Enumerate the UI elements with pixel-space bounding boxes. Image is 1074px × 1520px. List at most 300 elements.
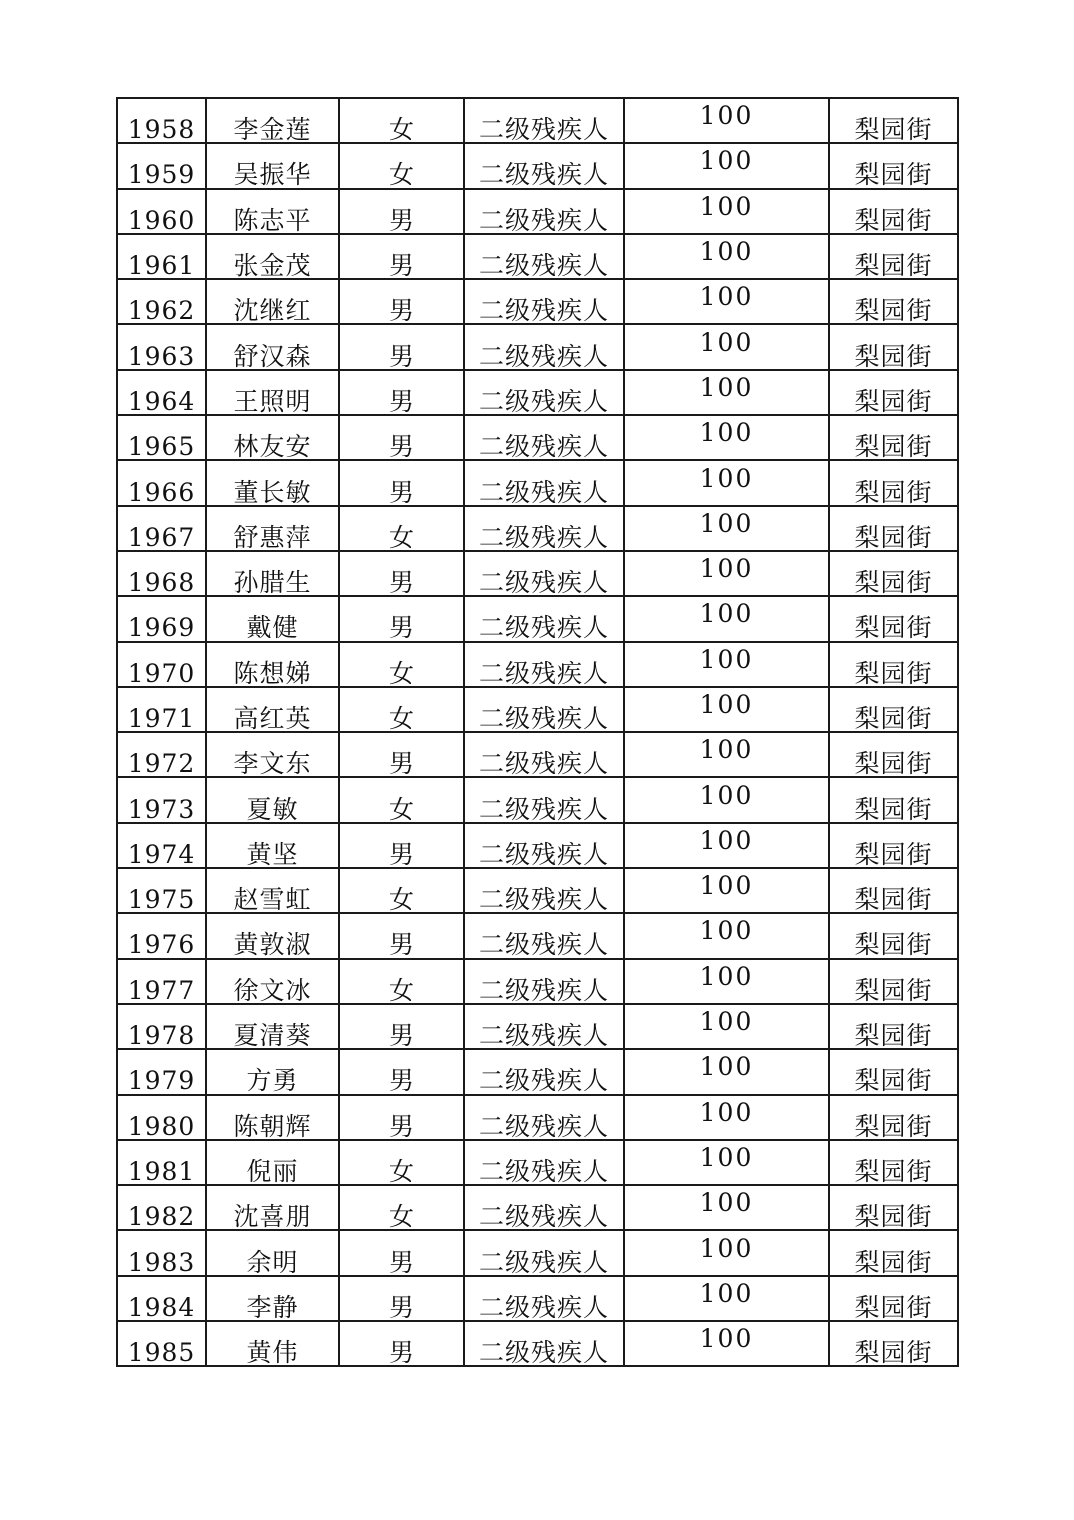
person-name-cell bbox=[206, 642, 339, 687]
row-number-cell bbox=[117, 279, 206, 324]
disability-level-text: 二级残疾人 bbox=[478, 839, 609, 869]
disability-level-text: 二级残疾人 bbox=[478, 432, 609, 461]
person-name-cell bbox=[206, 98, 339, 143]
disability-level-text: 二级残疾人 bbox=[478, 251, 609, 280]
disability-level-text: 二级残疾人 bbox=[478, 613, 609, 642]
amount-text: 100 bbox=[699, 825, 754, 855]
disability-level-text: 二级残疾人 bbox=[478, 1338, 609, 1367]
disability-level-text: 二级残疾人 bbox=[478, 749, 609, 778]
amount-cell bbox=[624, 687, 829, 732]
row-number-text: 1975 bbox=[127, 885, 196, 914]
disability-level-cell bbox=[464, 415, 624, 460]
amount-cell bbox=[624, 823, 829, 868]
amount-text: 100 bbox=[699, 961, 754, 991]
gender-text: 男 bbox=[388, 1338, 414, 1367]
person-name-text: 徐文冰 bbox=[233, 975, 312, 1004]
beneficiary-table bbox=[116, 97, 959, 1367]
table-row bbox=[117, 1095, 958, 1140]
amount-cell bbox=[624, 551, 829, 596]
street-text: 梨园街 bbox=[854, 1247, 933, 1276]
row-number-text: 1976 bbox=[127, 930, 196, 959]
gender-cell bbox=[339, 143, 464, 188]
street-text: 梨园街 bbox=[854, 115, 933, 144]
row-number-cell bbox=[117, 324, 206, 369]
gender-text: 男 bbox=[388, 839, 414, 869]
amount-cell bbox=[624, 1004, 829, 1049]
amount-cell bbox=[624, 868, 829, 913]
row-number-text: 1961 bbox=[127, 251, 196, 280]
gender-cell bbox=[339, 460, 464, 505]
amount-cell bbox=[624, 98, 829, 143]
disability-level-cell bbox=[464, 1095, 624, 1140]
disability-level-cell bbox=[464, 98, 624, 143]
disability-level-text: 二级残疾人 bbox=[478, 205, 609, 234]
person-name-cell bbox=[206, 324, 339, 369]
row-number-cell bbox=[117, 551, 206, 596]
row-number-cell bbox=[117, 1276, 206, 1321]
gender-cell bbox=[339, 279, 464, 324]
street-cell bbox=[829, 913, 958, 958]
row-number-text: 1982 bbox=[127, 1202, 196, 1231]
gender-text: 女 bbox=[388, 885, 414, 914]
row-number-cell bbox=[117, 868, 206, 913]
row-number-text: 1966 bbox=[127, 477, 196, 506]
amount-text: 100 bbox=[699, 327, 754, 357]
street-cell bbox=[829, 732, 958, 777]
street-text: 梨园街 bbox=[854, 1021, 933, 1050]
row-number-text: 1979 bbox=[127, 1066, 196, 1095]
row-number-text: 1965 bbox=[127, 432, 196, 461]
gender-text: 女 bbox=[388, 704, 414, 733]
gender-cell bbox=[339, 777, 464, 822]
person-name-text: 李静 bbox=[246, 1292, 299, 1322]
street-cell bbox=[829, 460, 958, 505]
row-number-cell bbox=[117, 1049, 206, 1094]
gender-text: 男 bbox=[388, 296, 414, 325]
person-name-text: 沈继红 bbox=[233, 296, 312, 325]
amount-cell bbox=[624, 370, 829, 415]
gender-text: 男 bbox=[388, 568, 414, 597]
disability-level-text: 二级残疾人 bbox=[478, 477, 609, 506]
amount-cell bbox=[624, 189, 829, 234]
street-text: 梨园街 bbox=[854, 1202, 933, 1231]
person-name-cell bbox=[206, 1095, 339, 1140]
amount-text: 100 bbox=[699, 1097, 754, 1127]
row-number-cell bbox=[117, 370, 206, 415]
amount-cell bbox=[624, 234, 829, 279]
disability-level-text: 二级残疾人 bbox=[478, 1156, 609, 1186]
row-number-cell bbox=[117, 959, 206, 1004]
gender-text: 女 bbox=[388, 1202, 414, 1231]
amount-text: 100 bbox=[699, 146, 754, 176]
gender-cell bbox=[339, 1185, 464, 1230]
row-number-text: 1981 bbox=[127, 1156, 196, 1186]
row-number-text: 1964 bbox=[127, 386, 196, 416]
gender-text: 男 bbox=[388, 477, 414, 506]
table-row bbox=[117, 98, 958, 143]
amount-text: 100 bbox=[699, 599, 754, 629]
amount-cell bbox=[624, 324, 829, 369]
street-text: 梨园街 bbox=[854, 1066, 933, 1095]
gender-cell bbox=[339, 234, 464, 279]
disability-level-cell bbox=[464, 1004, 624, 1049]
table-row bbox=[117, 189, 958, 234]
disability-level-text: 二级残疾人 bbox=[478, 568, 609, 597]
person-name-text: 吴振华 bbox=[233, 160, 312, 189]
person-name-cell bbox=[206, 234, 339, 279]
street-cell bbox=[829, 642, 958, 687]
disability-level-cell bbox=[464, 1321, 624, 1366]
amount-text: 100 bbox=[699, 418, 754, 448]
amount-cell bbox=[624, 1230, 829, 1275]
disability-level-text: 二级残疾人 bbox=[478, 975, 609, 1004]
amount-text: 100 bbox=[699, 1142, 754, 1172]
amount-text: 100 bbox=[699, 237, 754, 267]
gender-cell bbox=[339, 732, 464, 777]
disability-level-cell bbox=[464, 959, 624, 1004]
row-number-text: 1959 bbox=[127, 160, 196, 189]
person-name-cell bbox=[206, 189, 339, 234]
amount-text: 100 bbox=[699, 644, 754, 674]
disability-level-cell bbox=[464, 1276, 624, 1321]
disability-level-cell bbox=[464, 913, 624, 958]
table-row bbox=[117, 823, 958, 868]
disability-level-text: 二级残疾人 bbox=[478, 522, 609, 551]
street-cell bbox=[829, 1095, 958, 1140]
table-row bbox=[117, 506, 958, 551]
gender-text: 男 bbox=[388, 1247, 414, 1276]
disability-level-text: 二级残疾人 bbox=[478, 1021, 609, 1050]
gender-text: 男 bbox=[388, 1021, 414, 1050]
person-name-cell bbox=[206, 1049, 339, 1094]
row-number-cell bbox=[117, 189, 206, 234]
gender-cell bbox=[339, 1049, 464, 1094]
person-name-cell bbox=[206, 1185, 339, 1230]
street-text: 梨园街 bbox=[854, 1338, 933, 1367]
street-text: 梨园街 bbox=[854, 839, 933, 869]
table-row bbox=[117, 1004, 958, 1049]
table-row bbox=[117, 687, 958, 732]
gender-cell bbox=[339, 1276, 464, 1321]
person-name-cell bbox=[206, 279, 339, 324]
person-name-text: 赵雪虹 bbox=[233, 885, 312, 914]
gender-text: 男 bbox=[388, 749, 414, 778]
amount-cell bbox=[624, 777, 829, 822]
disability-level-cell bbox=[464, 189, 624, 234]
street-cell bbox=[829, 596, 958, 641]
table-row bbox=[117, 959, 958, 1004]
disability-level-text: 二级残疾人 bbox=[478, 658, 609, 687]
gender-text: 男 bbox=[388, 205, 414, 234]
gender-cell bbox=[339, 98, 464, 143]
table-row bbox=[117, 1140, 958, 1185]
street-text: 梨园街 bbox=[854, 386, 933, 416]
gender-text: 男 bbox=[388, 1066, 414, 1095]
street-cell bbox=[829, 1049, 958, 1094]
disability-level-cell bbox=[464, 777, 624, 822]
person-name-text: 孙腊生 bbox=[233, 568, 312, 597]
table-row bbox=[117, 777, 958, 822]
gender-cell bbox=[339, 1230, 464, 1275]
street-cell bbox=[829, 324, 958, 369]
person-name-text: 舒惠萍 bbox=[233, 522, 312, 551]
disability-level-cell bbox=[464, 279, 624, 324]
street-text: 梨园街 bbox=[854, 749, 933, 778]
disability-level-cell bbox=[464, 596, 624, 641]
street-text: 梨园街 bbox=[854, 296, 933, 325]
street-text: 梨园街 bbox=[854, 205, 933, 234]
gender-cell bbox=[339, 868, 464, 913]
gender-cell bbox=[339, 823, 464, 868]
gender-text: 女 bbox=[388, 658, 414, 687]
gender-cell bbox=[339, 1321, 464, 1366]
row-number-cell bbox=[117, 913, 206, 958]
person-name-cell bbox=[206, 1321, 339, 1366]
disability-level-cell bbox=[464, 687, 624, 732]
street-text: 梨园街 bbox=[854, 885, 933, 914]
person-name-text: 夏清葵 bbox=[233, 1021, 312, 1050]
street-cell bbox=[829, 415, 958, 460]
disability-level-cell bbox=[464, 506, 624, 551]
person-name-cell bbox=[206, 732, 339, 777]
disability-level-cell bbox=[464, 234, 624, 279]
gender-text: 女 bbox=[388, 975, 414, 1004]
disability-level-text: 二级残疾人 bbox=[478, 885, 609, 914]
person-name-text: 陈朝辉 bbox=[233, 1111, 312, 1140]
amount-cell bbox=[624, 460, 829, 505]
person-name-text: 夏敏 bbox=[246, 794, 299, 823]
gender-text: 女 bbox=[388, 160, 414, 189]
gender-cell bbox=[339, 959, 464, 1004]
amount-text: 100 bbox=[699, 916, 754, 946]
row-number-text: 1958 bbox=[127, 115, 196, 144]
amount-cell bbox=[624, 1095, 829, 1140]
street-text: 梨园街 bbox=[854, 477, 933, 506]
person-name-cell bbox=[206, 460, 339, 505]
amount-cell bbox=[624, 959, 829, 1004]
row-number-cell bbox=[117, 1095, 206, 1140]
person-name-cell bbox=[206, 913, 339, 958]
disability-level-cell bbox=[464, 1185, 624, 1230]
row-number-cell bbox=[117, 687, 206, 732]
table-body bbox=[117, 98, 958, 1366]
street-text: 梨园街 bbox=[854, 794, 933, 823]
person-name-text: 黄伟 bbox=[246, 1338, 299, 1367]
disability-level-cell bbox=[464, 324, 624, 369]
person-name-cell bbox=[206, 1276, 339, 1321]
gender-text: 女 bbox=[388, 794, 414, 823]
person-name-cell bbox=[206, 687, 339, 732]
row-number-cell bbox=[117, 415, 206, 460]
disability-level-cell bbox=[464, 551, 624, 596]
row-number-text: 1971 bbox=[127, 704, 196, 733]
gender-text: 男 bbox=[388, 386, 414, 416]
amount-cell bbox=[624, 732, 829, 777]
row-number-text: 1973 bbox=[127, 794, 196, 823]
street-cell bbox=[829, 279, 958, 324]
gender-cell bbox=[339, 596, 464, 641]
amount-text: 100 bbox=[699, 1278, 754, 1308]
disability-level-text: 二级残疾人 bbox=[478, 1202, 609, 1231]
amount-text: 100 bbox=[699, 101, 754, 131]
gender-cell bbox=[339, 551, 464, 596]
person-name-text: 黄坚 bbox=[246, 839, 299, 869]
street-cell bbox=[829, 1276, 958, 1321]
gender-cell bbox=[339, 1140, 464, 1185]
street-text: 梨园街 bbox=[854, 1156, 933, 1186]
street-cell bbox=[829, 1321, 958, 1366]
gender-cell bbox=[339, 913, 464, 958]
disability-level-text: 二级残疾人 bbox=[478, 1292, 609, 1322]
person-name-cell bbox=[206, 551, 339, 596]
street-cell bbox=[829, 143, 958, 188]
person-name-cell bbox=[206, 506, 339, 551]
person-name-text: 倪丽 bbox=[246, 1156, 299, 1186]
table-row bbox=[117, 596, 958, 641]
gender-cell bbox=[339, 415, 464, 460]
person-name-text: 林友安 bbox=[233, 432, 312, 461]
person-name-text: 方勇 bbox=[246, 1066, 299, 1095]
person-name-cell bbox=[206, 1140, 339, 1185]
amount-text: 100 bbox=[699, 372, 754, 402]
table-row bbox=[117, 143, 958, 188]
street-text: 梨园街 bbox=[854, 1292, 933, 1322]
disability-level-text: 二级残疾人 bbox=[478, 704, 609, 733]
street-cell bbox=[829, 551, 958, 596]
street-cell bbox=[829, 1004, 958, 1049]
street-text: 梨园街 bbox=[854, 160, 933, 189]
person-name-cell bbox=[206, 415, 339, 460]
table-row bbox=[117, 642, 958, 687]
amount-text: 100 bbox=[699, 508, 754, 538]
row-number-cell bbox=[117, 460, 206, 505]
table-row bbox=[117, 324, 958, 369]
table-row bbox=[117, 551, 958, 596]
amount-cell bbox=[624, 279, 829, 324]
person-name-text: 戴健 bbox=[246, 613, 299, 642]
amount-text: 100 bbox=[699, 463, 754, 493]
disability-level-text: 二级残疾人 bbox=[478, 341, 609, 370]
street-cell bbox=[829, 959, 958, 1004]
amount-text: 100 bbox=[699, 1007, 754, 1037]
amount-text: 100 bbox=[699, 554, 754, 584]
gender-cell bbox=[339, 506, 464, 551]
street-text: 梨园街 bbox=[854, 432, 933, 461]
person-name-text: 张金茂 bbox=[233, 251, 312, 280]
person-name-text: 陈想娣 bbox=[233, 658, 312, 687]
gender-cell bbox=[339, 1004, 464, 1049]
table-row bbox=[117, 279, 958, 324]
street-text: 梨园街 bbox=[854, 704, 933, 733]
gender-text: 男 bbox=[388, 432, 414, 461]
amount-text: 100 bbox=[699, 282, 754, 312]
row-number-cell bbox=[117, 1185, 206, 1230]
row-number-cell bbox=[117, 732, 206, 777]
amount-text: 100 bbox=[699, 1052, 754, 1082]
street-text: 梨园街 bbox=[854, 658, 933, 687]
person-name-cell bbox=[206, 370, 339, 415]
gender-cell bbox=[339, 324, 464, 369]
row-number-text: 1963 bbox=[127, 341, 196, 370]
row-number-cell bbox=[117, 1004, 206, 1049]
row-number-text: 1972 bbox=[127, 749, 196, 778]
disability-level-cell bbox=[464, 143, 624, 188]
gender-text: 女 bbox=[388, 115, 414, 144]
person-name-text: 李金莲 bbox=[233, 115, 312, 144]
amount-cell bbox=[624, 1276, 829, 1321]
row-number-text: 1977 bbox=[127, 975, 196, 1004]
disability-level-cell bbox=[464, 642, 624, 687]
row-number-text: 1983 bbox=[127, 1247, 196, 1276]
table-row bbox=[117, 234, 958, 279]
table-row bbox=[117, 370, 958, 415]
street-cell bbox=[829, 98, 958, 143]
gender-cell bbox=[339, 370, 464, 415]
table-row bbox=[117, 732, 958, 777]
person-name-cell bbox=[206, 823, 339, 868]
disability-level-cell bbox=[464, 460, 624, 505]
amount-cell bbox=[624, 506, 829, 551]
street-cell bbox=[829, 1230, 958, 1275]
street-cell bbox=[829, 687, 958, 732]
row-number-text: 1969 bbox=[127, 613, 196, 642]
person-name-cell bbox=[206, 959, 339, 1004]
person-name-cell bbox=[206, 777, 339, 822]
street-cell bbox=[829, 506, 958, 551]
disability-level-text: 二级残疾人 bbox=[478, 115, 609, 144]
row-number-text: 1967 bbox=[127, 522, 196, 551]
amount-cell bbox=[624, 1321, 829, 1366]
row-number-cell bbox=[117, 1321, 206, 1366]
person-name-text: 舒汉森 bbox=[233, 341, 312, 370]
gender-cell bbox=[339, 642, 464, 687]
row-number-cell bbox=[117, 98, 206, 143]
row-number-cell bbox=[117, 642, 206, 687]
disability-level-cell bbox=[464, 370, 624, 415]
street-cell bbox=[829, 823, 958, 868]
disability-level-cell bbox=[464, 1049, 624, 1094]
table-row bbox=[117, 415, 958, 460]
row-number-text: 1974 bbox=[127, 839, 196, 869]
gender-text: 男 bbox=[388, 251, 414, 280]
row-number-text: 1962 bbox=[127, 296, 196, 325]
disability-level-text: 二级残疾人 bbox=[478, 160, 609, 189]
person-name-cell bbox=[206, 868, 339, 913]
street-cell bbox=[829, 1140, 958, 1185]
gender-text: 女 bbox=[388, 522, 414, 551]
gender-text: 男 bbox=[388, 613, 414, 642]
row-number-text: 1978 bbox=[127, 1021, 196, 1050]
amount-text: 100 bbox=[699, 1188, 754, 1218]
disability-level-text: 二级残疾人 bbox=[478, 1066, 609, 1095]
table-row bbox=[117, 1049, 958, 1094]
street-cell bbox=[829, 777, 958, 822]
amount-cell bbox=[624, 596, 829, 641]
amount-cell bbox=[624, 1140, 829, 1185]
row-number-text: 1984 bbox=[127, 1292, 196, 1322]
row-number-cell bbox=[117, 143, 206, 188]
gender-text: 女 bbox=[388, 1156, 414, 1186]
street-text: 梨园街 bbox=[854, 975, 933, 1004]
table-row bbox=[117, 1321, 958, 1366]
row-number-cell bbox=[117, 596, 206, 641]
street-text: 梨园街 bbox=[854, 341, 933, 370]
amount-text: 100 bbox=[699, 871, 754, 901]
amount-cell bbox=[624, 642, 829, 687]
table-row bbox=[117, 1276, 958, 1321]
amount-cell bbox=[624, 1185, 829, 1230]
gender-text: 男 bbox=[388, 1111, 414, 1140]
